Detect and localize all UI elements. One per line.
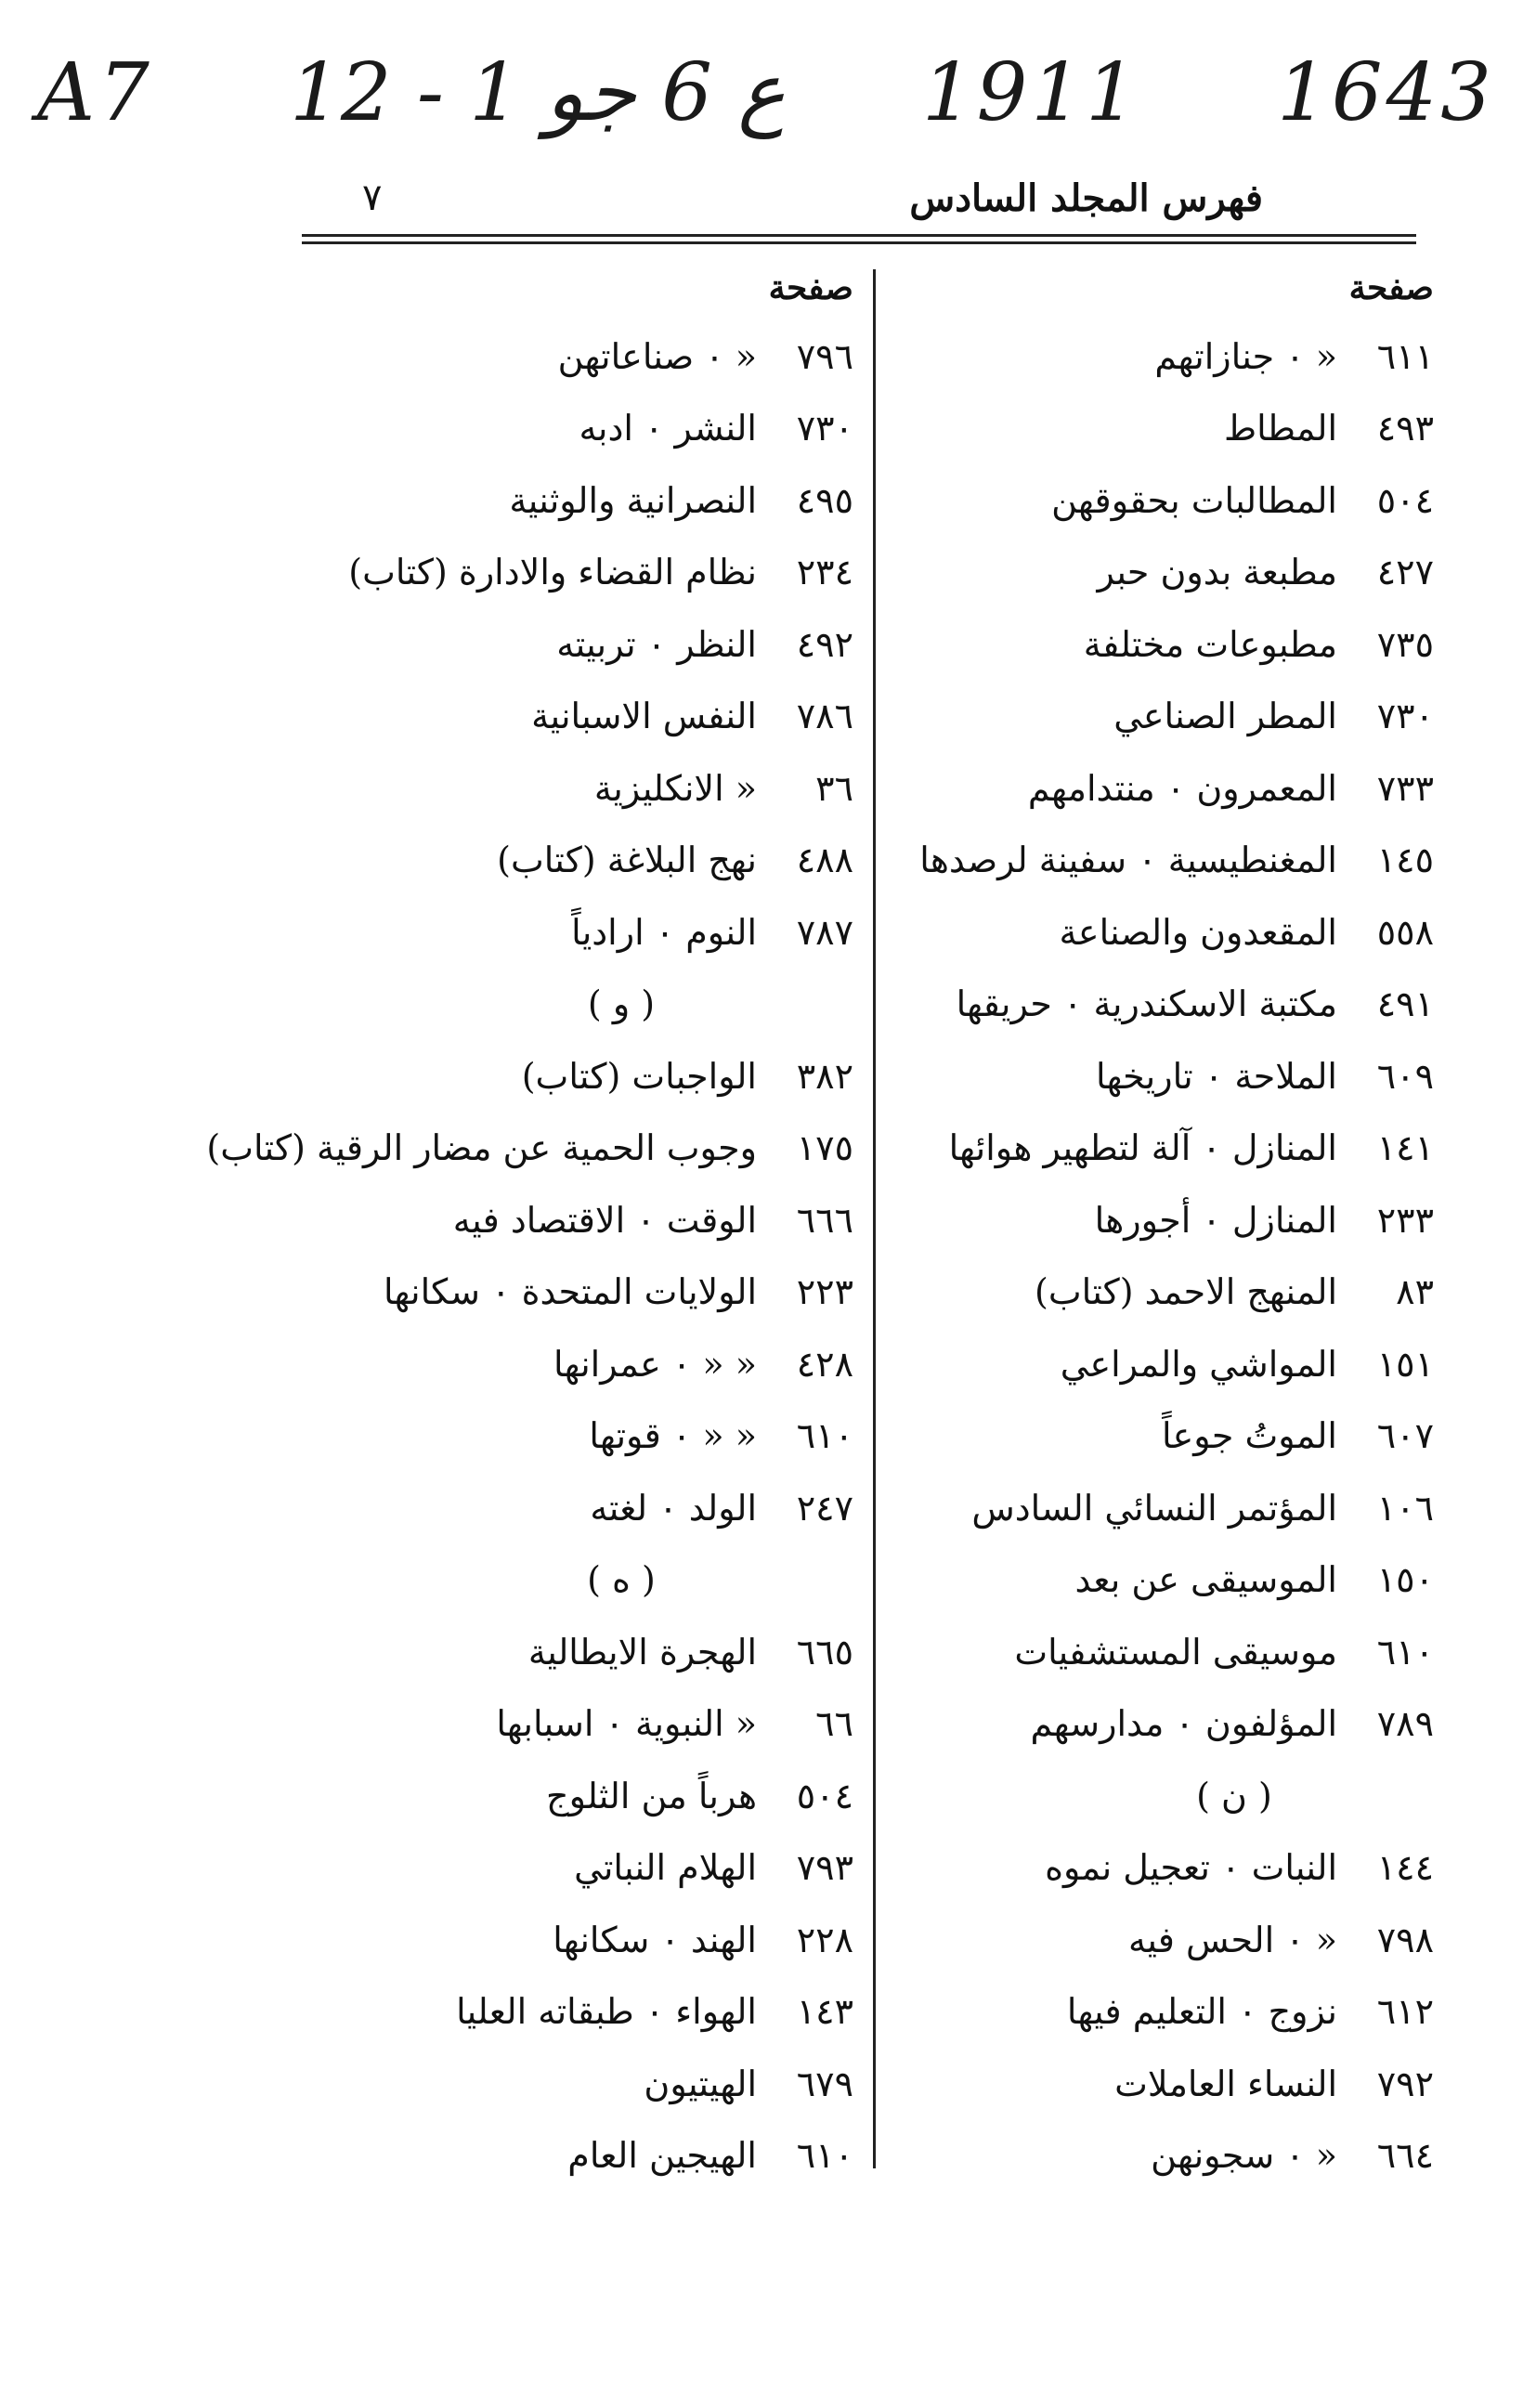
entry-text: النظر ٠ تربيته: [556, 623, 757, 665]
entry-page-number: ٢٢٣: [796, 1271, 853, 1313]
page-header: [297, 156, 1430, 240]
entry-page-number: ١٤٤: [1376, 1847, 1434, 1889]
entry-page-number: ٧٩٣: [796, 1847, 853, 1889]
entry-text: الهلام النباتي: [574, 1847, 757, 1889]
header-rule: [302, 234, 1416, 237]
entry-text: مطبوعات مختلفة: [1083, 623, 1337, 665]
entry-text: النبات ٠ تعجيل نموه: [1045, 1847, 1337, 1889]
entry-page-number: ٤٢٨: [796, 1343, 853, 1385]
index-entry: [886, 1976, 1434, 2049]
section-letter: ( و ): [587, 983, 656, 1025]
index-entry: [241, 1760, 853, 1832]
column-heading: صفحة: [1348, 268, 1434, 307]
handwritten-note-part: 1911: [921, 46, 1140, 139]
entry-text: المنازل ٠ أجورها: [1094, 1199, 1337, 1241]
entry-page-number: ٦٦٥: [796, 1631, 853, 1673]
index-entry: [241, 537, 853, 609]
entry-text: الهيتيون: [644, 2063, 757, 2104]
entry-page-number: ٦٠٧: [1376, 1415, 1434, 1457]
entry-page-number: ٤٩٣: [1376, 408, 1434, 449]
handwritten-note-part: 1643: [1277, 46, 1495, 139]
entry-page-number: ١٤١: [1376, 1127, 1434, 1169]
entry-text: النوم ٠ ارادياً: [571, 911, 757, 953]
handwritten-note-part: 12 - 1 ع 6 جو: [290, 46, 786, 139]
entry-text: المغنطيسية ٠ سفينة لرصدها: [919, 840, 1337, 881]
entry-page-number: ٢٣٤: [796, 552, 853, 593]
index-entry: [886, 1688, 1434, 1761]
entry-text: الوقت ٠ الاقتصاد فيه: [452, 1199, 757, 1241]
section-letter: ( ن ): [1196, 1775, 1272, 1816]
index-entry: [886, 1616, 1434, 1688]
index-entry: [886, 2120, 1434, 2193]
index-entry: [886, 1400, 1434, 1473]
index-entry: [886, 1184, 1434, 1256]
entry-page-number: ٤٩٥: [796, 479, 853, 521]
entry-text: هرباً من الثلوج: [546, 1775, 757, 1816]
entry-text: الهيجين العام: [567, 2135, 757, 2177]
entry-text: الموتُ جوعاً: [1162, 1415, 1337, 1457]
entry-text: « الانكليزية: [593, 767, 757, 809]
section-letter: ( ه ): [587, 1559, 656, 1601]
entry-text: نهج البلاغة (كتاب): [497, 840, 757, 881]
index-entry: [886, 1472, 1434, 1544]
entry-page-number: ٧٨٩: [1376, 1703, 1434, 1745]
entry-text: المؤلفون ٠ مدارسهم: [1030, 1703, 1337, 1745]
index-entry: [886, 1256, 1434, 1329]
index-entry: [241, 752, 853, 825]
column-divider: [873, 269, 876, 2168]
index-entry: [886, 1040, 1434, 1113]
entry-page-number: ٧٩٨: [1376, 1919, 1434, 1960]
index-column-right: [886, 255, 1434, 2192]
entry-page-number: ٣٨٢: [796, 1055, 853, 1097]
entry-text: مكتبة الاسكندرية ٠ حريقها: [956, 983, 1337, 1025]
entry-page-number: ٥٥٨: [1376, 911, 1434, 953]
entry-text: النصرانية والوثنية: [509, 479, 757, 521]
entry-text: الموسيقى عن بعد: [1074, 1559, 1337, 1601]
entry-page-number: ٦٦: [815, 1703, 853, 1745]
entry-page-number: ٥٠٤: [1376, 479, 1434, 521]
handwritten-note: [37, 37, 1495, 149]
entry-text: الهجرة الايطالية: [527, 1631, 757, 1673]
entry-text: المواشي والمراعي: [1060, 1343, 1337, 1385]
index-entry: [241, 1832, 853, 1905]
index-entry: [886, 752, 1434, 825]
entry-page-number: ٤٩٢: [796, 623, 853, 665]
index-entry: [241, 825, 853, 897]
index-entry: [241, 1040, 853, 1113]
index-entry: [241, 1472, 853, 1544]
entry-page-number: ٧٨٧: [796, 911, 853, 953]
index-entry: [241, 2048, 853, 2120]
index-entry: [886, 681, 1434, 753]
index-entry: [886, 2048, 1434, 2120]
index-entry: [886, 825, 1434, 897]
entry-page-number: ٤٢٧: [1376, 552, 1434, 593]
entry-page-number: ١٥٠: [1376, 1559, 1434, 1601]
index-entry: [886, 969, 1434, 1041]
page-number: ٧: [362, 176, 383, 219]
header-rule: [302, 241, 1416, 244]
entry-text: الهند ٠ سكانها: [553, 1919, 757, 1960]
entry-page-number: ٦٦٤: [1376, 2135, 1434, 2177]
entry-page-number: ١٠٦: [1376, 1487, 1434, 1529]
entry-page-number: ٢٢٨: [796, 1919, 853, 1960]
index-entry: [241, 1616, 853, 1688]
entry-text: مطبعة بدون حبر: [1097, 552, 1337, 593]
index-entry: [241, 1904, 853, 1976]
index-column-left: [206, 255, 853, 2192]
index-entry: [886, 1544, 1434, 1617]
entry-text: النشر ٠ ادبه: [579, 408, 757, 449]
entry-page-number: ٦٠٩: [1376, 1055, 1434, 1097]
entry-text: « « ٠ قوتها: [589, 1415, 757, 1457]
entry-page-number: ٦١٢: [1376, 1991, 1434, 2033]
entry-page-number: ٥٠٤: [796, 1775, 853, 1816]
entry-text: الهواء ٠ طبقاته العليا: [456, 1991, 757, 2033]
index-entry: [241, 1328, 853, 1400]
entry-text: الولد ٠ لغته: [590, 1487, 757, 1529]
entry-page-number: ٦١٠: [1376, 1631, 1434, 1673]
entry-text: نظام القضاء والادارة (كتاب): [348, 552, 757, 593]
entry-text: النفس الاسبانية: [531, 696, 757, 737]
entry-page-number: ٦١٠: [796, 1415, 853, 1457]
entry-text: المؤتمر النسائي السادس: [971, 1487, 1337, 1529]
index-entry: [886, 1832, 1434, 1905]
entry-text: المقعدون والصناعة: [1059, 911, 1337, 953]
entry-text: النساء العاملات: [1114, 2063, 1337, 2104]
entry-page-number: ٧٣٠: [1376, 696, 1434, 737]
index-entry: [886, 1328, 1434, 1400]
entry-page-number: ٧٩٢: [1376, 2063, 1434, 2104]
entry-page-number: ٧٨٦: [796, 696, 853, 737]
index-entry: [886, 896, 1434, 969]
entry-page-number: ٦١٠: [796, 2135, 853, 2177]
index-entry: [886, 464, 1434, 537]
entry-text: نزوج ٠ التعليم فيها: [1066, 1991, 1337, 2033]
entry-text: « ٠ صناعاتهن: [557, 335, 757, 377]
entry-page-number: ٧٣٠: [796, 408, 853, 449]
entry-page-number: ٢٣٣: [1376, 1199, 1434, 1241]
index-entry: [241, 608, 853, 681]
entry-page-number: ٦٧٩: [796, 2063, 853, 2104]
index-entry: [241, 320, 853, 393]
index-entry: [886, 320, 1434, 393]
entry-text: المطاط: [1224, 408, 1337, 449]
entry-page-number: ١٤٥: [1376, 840, 1434, 881]
entry-page-number: ٧٩٦: [796, 335, 853, 377]
entry-page-number: ٦١١: [1376, 335, 1434, 377]
index-entry: [886, 393, 1434, 465]
index-entry: [241, 1976, 853, 2049]
index-entry: [241, 1688, 853, 1761]
entry-text: الملاحة ٠ تاريخها: [1096, 1055, 1337, 1097]
index-entry: [886, 608, 1434, 681]
entry-text: « « ٠ عمرانها: [553, 1343, 757, 1385]
entry-text: الولايات المتحدة ٠ سكانها: [383, 1271, 757, 1313]
entry-text: المنهج الاحمد (كتاب): [1035, 1271, 1337, 1313]
entry-text: « ٠ الحس فيه: [1127, 1919, 1337, 1960]
index-entry: [241, 1400, 853, 1473]
index-entry: [886, 1113, 1434, 1185]
entry-page-number: ٦٦٦: [796, 1199, 853, 1241]
entry-page-number: ٧٣٣: [1376, 767, 1434, 809]
index-entry: [241, 896, 853, 969]
entry-text: المطالبات بحقوقهن: [1051, 479, 1337, 521]
entry-page-number: ٤٨٨: [796, 840, 853, 881]
entry-text: المطر الصناعي: [1113, 696, 1337, 737]
entry-text: « ٠ سجونهن: [1151, 2135, 1337, 2177]
entry-page-number: ٧٣٥: [1376, 623, 1434, 665]
index-entry: [241, 1184, 853, 1256]
index-entry: [886, 537, 1434, 609]
index-entry: [241, 464, 853, 537]
index-entry: [206, 1113, 853, 1185]
handwritten-note-part: A7: [37, 46, 153, 139]
index-entry: [241, 393, 853, 465]
entry-page-number: ١٤٣: [796, 1991, 853, 2033]
entry-text: الواجبات (كتاب): [521, 1055, 757, 1097]
index-entry: [241, 2120, 853, 2193]
index-entry: [886, 1904, 1434, 1976]
column-heading: صفحة: [768, 268, 853, 307]
index-entry: [241, 1256, 853, 1329]
entry-page-number: ٨٣: [1396, 1271, 1434, 1313]
entry-text: « النبوية ٠ اسبابها: [496, 1703, 757, 1745]
index-entry: [241, 681, 853, 753]
entry-text: « ٠ جنازاتهم: [1154, 335, 1337, 377]
entry-page-number: ١٥١: [1376, 1343, 1434, 1385]
entry-page-number: ٢٤٧: [796, 1487, 853, 1529]
entry-page-number: ١٧٥: [796, 1127, 853, 1169]
entry-page-number: ٤٩١: [1376, 983, 1434, 1025]
page-title: فهرس المجلد السادس: [909, 176, 1263, 220]
entry-text: المنازل ٠ آلة لتطهير هوائها: [948, 1127, 1337, 1169]
entry-text: وجوب الحمية عن مضار الرقية (كتاب): [206, 1127, 757, 1169]
entry-page-number: ٣٦: [815, 767, 853, 809]
entry-text: موسيقى المستشفيات: [1014, 1631, 1337, 1673]
entry-text: المعمرون ٠ منتدامهم: [1027, 767, 1337, 809]
